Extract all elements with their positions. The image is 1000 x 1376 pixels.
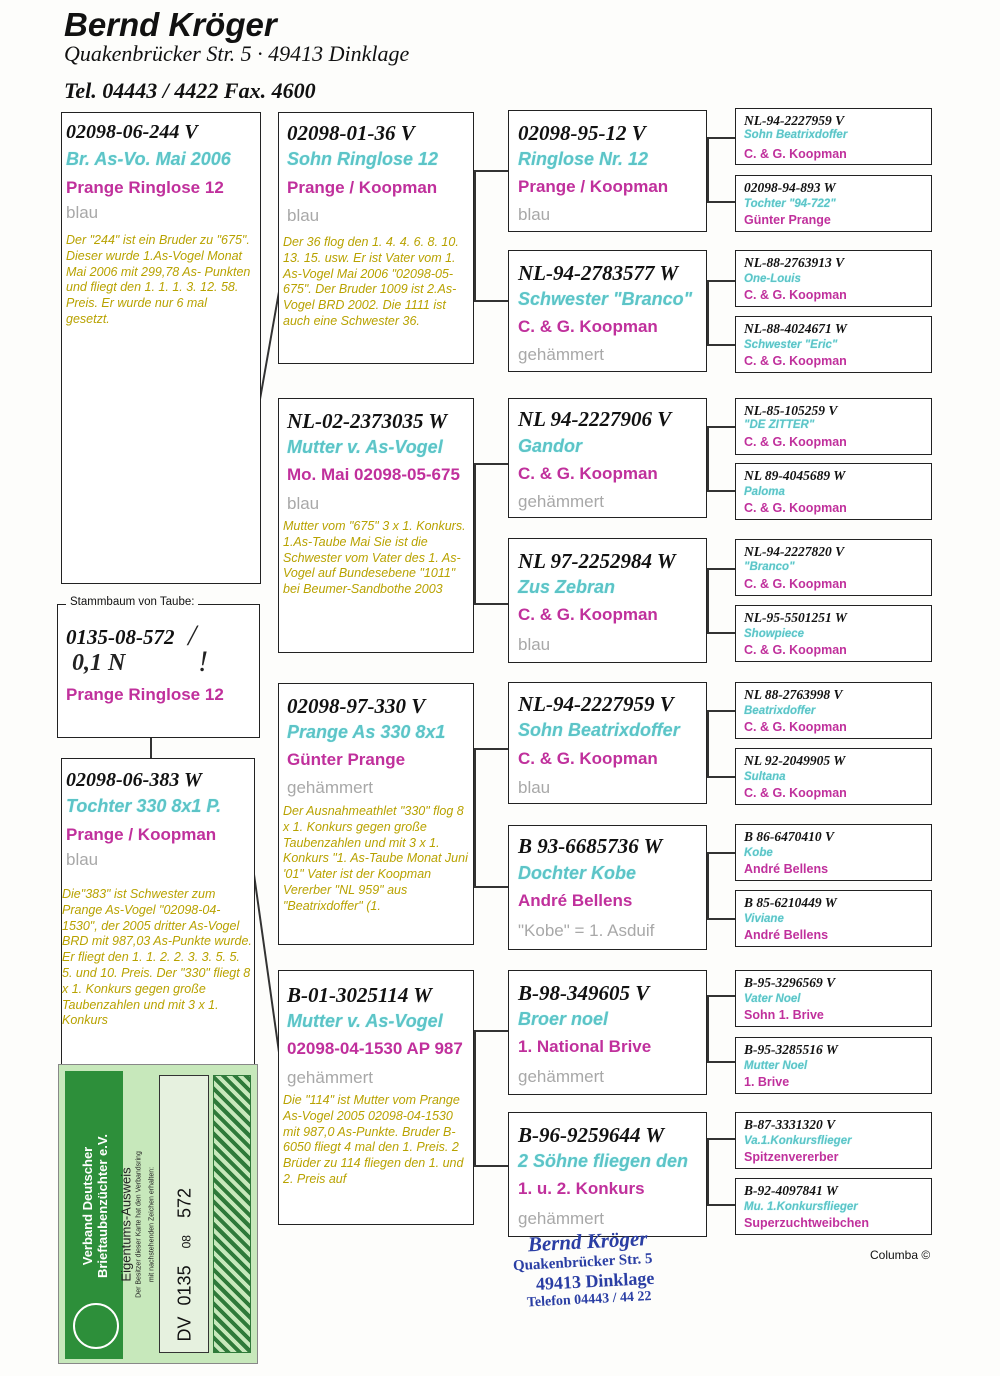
ring-number: NL 88-2763998 V bbox=[744, 687, 843, 702]
gen4-box-16 bbox=[735, 1178, 932, 1235]
sire-sire-box bbox=[278, 112, 474, 364]
color: blau bbox=[518, 635, 551, 654]
color: blau bbox=[518, 205, 551, 224]
card-ring-panel bbox=[159, 1075, 209, 1353]
note: Der Ausnahmeathlet "330" flog 8 x 1. Konkurs gegen große Taubenzahlen und mit 3 x 1. Konkurs "1. As-Taube Monat Juni '01" Vater ist der Koopman Vererber "NL 959" aus "Beatrixdoffer" (1. bbox=[283, 804, 468, 913]
color: blau bbox=[287, 206, 320, 225]
dam-sire-box bbox=[278, 683, 474, 945]
owner: C. & G. Koopman bbox=[744, 643, 847, 657]
card-club-number: 0135 bbox=[174, 1265, 195, 1306]
owner: André Bellens bbox=[744, 862, 829, 876]
gen4-box-9 bbox=[735, 682, 932, 739]
ring-number: NL-94-2227820 V bbox=[744, 544, 845, 559]
ring-number: NL-94-2227959 V bbox=[518, 692, 674, 716]
owner: Prange / Koopman bbox=[518, 177, 669, 196]
owner: C. & G. Koopman bbox=[744, 435, 847, 449]
ring-number: 02098-01-36 V bbox=[287, 121, 415, 145]
owner: Mo. Mai 02098-05-675 bbox=[287, 465, 460, 484]
mother-box bbox=[61, 758, 255, 1064]
pigeon-name: Paloma bbox=[744, 486, 785, 498]
ring-number: B-87-3331320 V bbox=[744, 1117, 836, 1132]
owner: C. & G. Koopman bbox=[744, 720, 847, 734]
ring-number: 02098-97-330 V bbox=[287, 694, 426, 718]
card-year: 08 bbox=[179, 1235, 194, 1249]
ring-number: NL 89-4045689 W bbox=[744, 468, 846, 483]
color: gehämmert bbox=[287, 1068, 373, 1087]
color: gehämmert bbox=[518, 345, 604, 364]
father-color: blau bbox=[66, 203, 99, 222]
pigeon-name: Tochter "94-722" bbox=[744, 198, 836, 210]
owner: 1. National Brive bbox=[518, 1037, 652, 1056]
pigeon-name: Sohn Ringlose 12 bbox=[287, 149, 439, 169]
gen4-box-6 bbox=[735, 463, 932, 520]
pigeon-name: Vater Noel bbox=[744, 993, 801, 1005]
dam-dam-box bbox=[278, 970, 474, 1225]
ring-number: B-01-3025114 W bbox=[287, 983, 432, 1007]
sire-dam-box bbox=[278, 398, 474, 653]
subject-ring-number: 0135-08-572 bbox=[66, 625, 175, 649]
pigeon-name: Mutter v. As-Vogel bbox=[287, 1011, 443, 1031]
owner: Superzuchtweibchen bbox=[744, 1216, 870, 1230]
owner: André Bellens bbox=[518, 891, 633, 910]
ring-number: B 86-6470410 V bbox=[744, 829, 835, 844]
ring-number: NL 97-2252984 W bbox=[518, 549, 676, 573]
pigeon-name: Mutter v. As-Vogel bbox=[287, 437, 443, 457]
gen4-box-10 bbox=[735, 748, 932, 805]
card-fine-print-1: Der Besitzer dieser Karte hat den Verbandsring bbox=[135, 1151, 143, 1298]
breeder-name: Bernd Kröger bbox=[64, 6, 277, 43]
owner: C. & G. Koopman bbox=[518, 464, 658, 483]
pigeon-name: Schwester "Eric" bbox=[744, 339, 838, 351]
owner: Günter Prange bbox=[744, 213, 831, 227]
owner: C. & G. Koopman bbox=[744, 354, 847, 368]
father-owner: Prange Ringlose 12 bbox=[66, 178, 224, 197]
gen3-box-7 bbox=[508, 970, 707, 1095]
mother-name: Tochter 330 8x1 P. bbox=[66, 796, 222, 816]
breeder-phone-fax: Tel. 04443 / 4422 Fax. 4600 bbox=[64, 78, 316, 103]
father-box bbox=[61, 112, 261, 584]
card-title: Eigentums-Ausweis bbox=[118, 1167, 134, 1282]
gen4-box-2 bbox=[735, 175, 932, 232]
pigeon-name: Prange As 330 8x1 bbox=[287, 722, 446, 742]
owner: Günter Prange bbox=[287, 750, 406, 769]
gen4-box-15 bbox=[735, 1112, 932, 1169]
owner: C. & G. Koopman bbox=[518, 605, 658, 624]
pigeon-name: Mu. 1.Konkursflieger bbox=[744, 1201, 858, 1213]
stamp-name: Bernd Kröger bbox=[527, 1226, 648, 1257]
gen3-box-5 bbox=[508, 682, 707, 804]
gen4-box-1 bbox=[735, 108, 932, 165]
ring-number: B 85-6210449 W bbox=[744, 895, 837, 910]
ring-number: B 93-6685736 W bbox=[518, 834, 663, 858]
father-note: Der "244" ist ein Bruder zu "675". Dieser wurde 1.As-Vogel Monat Mai 2006 mit 299,78 As- Punkten und fliegt den 1. 1. 1. 3. 12. 58. Preis. Er wurde nur 6 mal gesetzt. bbox=[66, 233, 251, 326]
subject-box bbox=[57, 596, 260, 738]
owner: 02098-04-1530 AP 987 bbox=[287, 1039, 463, 1058]
gen4-box-13 bbox=[735, 970, 932, 1027]
pigeon-name: Showpiece bbox=[744, 628, 805, 640]
pigeon-name: Mutter Noel bbox=[744, 1060, 808, 1072]
card-text-block bbox=[120, 1125, 159, 1325]
pigeon-name: Ringlose Nr. 12 bbox=[518, 149, 649, 169]
owner: Sohn 1. Brive bbox=[744, 1008, 824, 1022]
handwritten-mark-2: ! bbox=[198, 645, 208, 678]
pigeon-name: Kobe bbox=[744, 847, 773, 859]
ring-number: NL 92-2049905 W bbox=[744, 753, 846, 768]
pigeon-name: Sohn Beatrixdoffer bbox=[518, 720, 680, 740]
card-dv: DV bbox=[174, 1316, 195, 1342]
pigeon-name: 2 Söhne fliegen den bbox=[518, 1151, 689, 1171]
owner: C. & G. Koopman bbox=[744, 288, 847, 302]
card-pattern bbox=[213, 1075, 251, 1353]
gen3-box-3 bbox=[508, 398, 707, 518]
ring-number: NL-85-105259 V bbox=[744, 403, 838, 418]
color: gehämmert bbox=[518, 1067, 604, 1086]
ring-number: B-92-4097841 W bbox=[744, 1183, 838, 1198]
owner: Spitzenvererber bbox=[744, 1150, 839, 1164]
ring-number: NL-95-5501251 W bbox=[744, 610, 847, 625]
color: "Kobe" = 1. Asduif bbox=[518, 921, 655, 940]
subject-label: Stammbaum von Taube: bbox=[66, 596, 198, 608]
card-fine-print-2: mit nachstehenden Zeichen erhalten: bbox=[148, 1166, 156, 1283]
mother-owner: Prange / Koopman bbox=[66, 825, 217, 844]
gen3-box-1 bbox=[508, 110, 707, 232]
gen4-box-5 bbox=[735, 398, 932, 455]
card-org-line-2: Brieftaubenzüchter e.V. bbox=[95, 1134, 110, 1279]
pigeon-name: Beatrixdoffer bbox=[744, 705, 816, 717]
ring-number: NL-88-2763913 V bbox=[744, 255, 845, 270]
ring-number: B-95-3285516 W bbox=[744, 1042, 838, 1057]
color: gehämmert bbox=[518, 492, 604, 511]
stamp-city: 49413 Dinklage bbox=[535, 1267, 655, 1295]
father-name: Br. As-Vo. Mai 2006 bbox=[66, 149, 231, 169]
ring-number: NL-02-2373035 W bbox=[287, 409, 448, 433]
ownership-card bbox=[58, 1064, 258, 1364]
note: Die "114" ist Mutter vom Prange As-Vogel 2005 02098-04-1530 mit 987,0 As-Punkte. Bruder B-6050 fliegt 4 mal den 1. Preis. 2 Brüder zu 114 fliegen den 1. und 2. Preis auf bbox=[283, 1093, 464, 1186]
pigeon-name: Sultana bbox=[744, 771, 786, 783]
card-ring-number: 572 bbox=[174, 1187, 195, 1219]
ring-number: 02098-95-12 V bbox=[518, 121, 646, 145]
owner: 1. Brive bbox=[744, 1075, 790, 1089]
mother-color: blau bbox=[66, 850, 99, 869]
pigeon-name: Gandor bbox=[518, 436, 583, 456]
pigeon-name: Broer noel bbox=[518, 1009, 609, 1029]
owner: C. & G. Koopman bbox=[744, 577, 847, 591]
note: Mutter vom "675" 3 x 1. Konkurs. 1.As-Taube Mai Sie ist die Schwester vom Vater des 1. As-Vogel auf Bundesebene "1011" bei Beumer-Sandbothe 2003 bbox=[283, 519, 466, 597]
gen4-box-4 bbox=[735, 316, 932, 373]
color: blau bbox=[287, 494, 320, 513]
ring-number: B-95-3296569 V bbox=[744, 975, 836, 990]
card-org-line-1: Verband Deutscher bbox=[80, 1146, 95, 1266]
breeder-stamp bbox=[505, 1223, 720, 1344]
stamp-phone: Telefon 04443 / 44 22 bbox=[526, 1289, 652, 1311]
columba-brand: Columba © bbox=[870, 1248, 931, 1262]
gen4-box-8 bbox=[735, 605, 932, 662]
owner: C. & G. Koopman bbox=[518, 749, 658, 768]
owner: C. & G. Koopman bbox=[744, 147, 847, 161]
pigeon-name: Sohn Beatrixdoffer bbox=[744, 129, 848, 141]
breeder-address: Quakenbrücker Str. 5 · 49413 Dinklage bbox=[64, 41, 410, 66]
card-org-strip bbox=[65, 1071, 123, 1359]
owner: C. & G. Koopman bbox=[518, 317, 658, 336]
note: Der 36 flog den 1. 4. 4. 6. 8. 10. 13. 15. usw. Er ist Vater vom 1. As-Vogel Mai 2006 "02098-05-675". Der Bruder 1009 ist 2.As-Vogel BRD 2002. Die 1111 ist auch eine Schwester 36. bbox=[283, 235, 459, 328]
pigeon-name: "DE ZITTER" bbox=[744, 419, 815, 431]
gen3-box-2 bbox=[508, 250, 707, 372]
gen4-box-12 bbox=[735, 890, 932, 947]
gen3-box-4 bbox=[508, 538, 707, 663]
color: gehämmert bbox=[287, 778, 373, 797]
owner: Prange / Koopman bbox=[287, 178, 438, 197]
pigeon-name: "Branco" bbox=[744, 561, 795, 573]
gen4-box-14 bbox=[735, 1037, 932, 1094]
ring-number: NL-88-4024671 W bbox=[744, 321, 847, 336]
pigeon-name: Zus Zebran bbox=[518, 577, 616, 597]
gen4-box-3 bbox=[735, 250, 932, 307]
color: blau bbox=[518, 778, 551, 797]
ring-number: NL-94-2783577 W bbox=[518, 261, 679, 285]
stamp-street: Quakenbrücker Str. 5 bbox=[512, 1250, 653, 1275]
ring-number: NL-94-2227959 V bbox=[744, 113, 845, 128]
ring-number: B-98-349605 V bbox=[518, 981, 650, 1005]
mother-note: Die"383" ist Schwester zum Prange As-Vogel "02098-04-1530", der 2005 dritter As-Vogel BRD mit 987,03 As-Punkte wurde. Er fliegt den 1. 1. 2. 2. 3. 3. 5. 5. 5. und 10. Preis. Der "330" fliegt 8 x 1. Konkurs gegen große Taubenzahlen und mit 3 x 1. Konkurs bbox=[62, 887, 252, 1028]
gen4-box-11 bbox=[735, 824, 932, 881]
gen3-box-6 bbox=[508, 825, 707, 950]
subject-owner: Prange Ringlose 12 bbox=[66, 685, 224, 704]
color: gehämmert bbox=[518, 1209, 604, 1228]
father-ring-number: 02098-06-244 V bbox=[66, 121, 198, 143]
pigeon-name: Viviane bbox=[744, 913, 784, 925]
handwritten-mark: / bbox=[188, 619, 197, 652]
pigeon-name: Dochter Kobe bbox=[518, 863, 637, 883]
ring-number: NL 94-2227906 V bbox=[518, 407, 672, 431]
pigeon-name: One-Louis bbox=[744, 273, 801, 285]
pigeon-name: Va.1.Konkursflieger bbox=[744, 1135, 852, 1147]
ring-number: B-96-9259644 W bbox=[518, 1123, 665, 1147]
owner: C. & G. Koopman bbox=[744, 501, 847, 515]
subject-code: 0,1 N bbox=[72, 650, 126, 676]
pigeon-name: Schwester "Branco" bbox=[518, 289, 693, 309]
gen4-box-7 bbox=[735, 539, 932, 596]
owner: André Bellens bbox=[744, 928, 829, 942]
gen3-box-8 bbox=[508, 1112, 707, 1237]
owner: 1. u. 2. Konkurs bbox=[518, 1179, 645, 1198]
ring-number: 02098-94-893 W bbox=[744, 180, 836, 195]
pigeon-logo-icon bbox=[73, 1303, 119, 1349]
owner: C. & G. Koopman bbox=[744, 786, 847, 800]
mother-ring-number: 02098-06-383 W bbox=[66, 769, 202, 791]
